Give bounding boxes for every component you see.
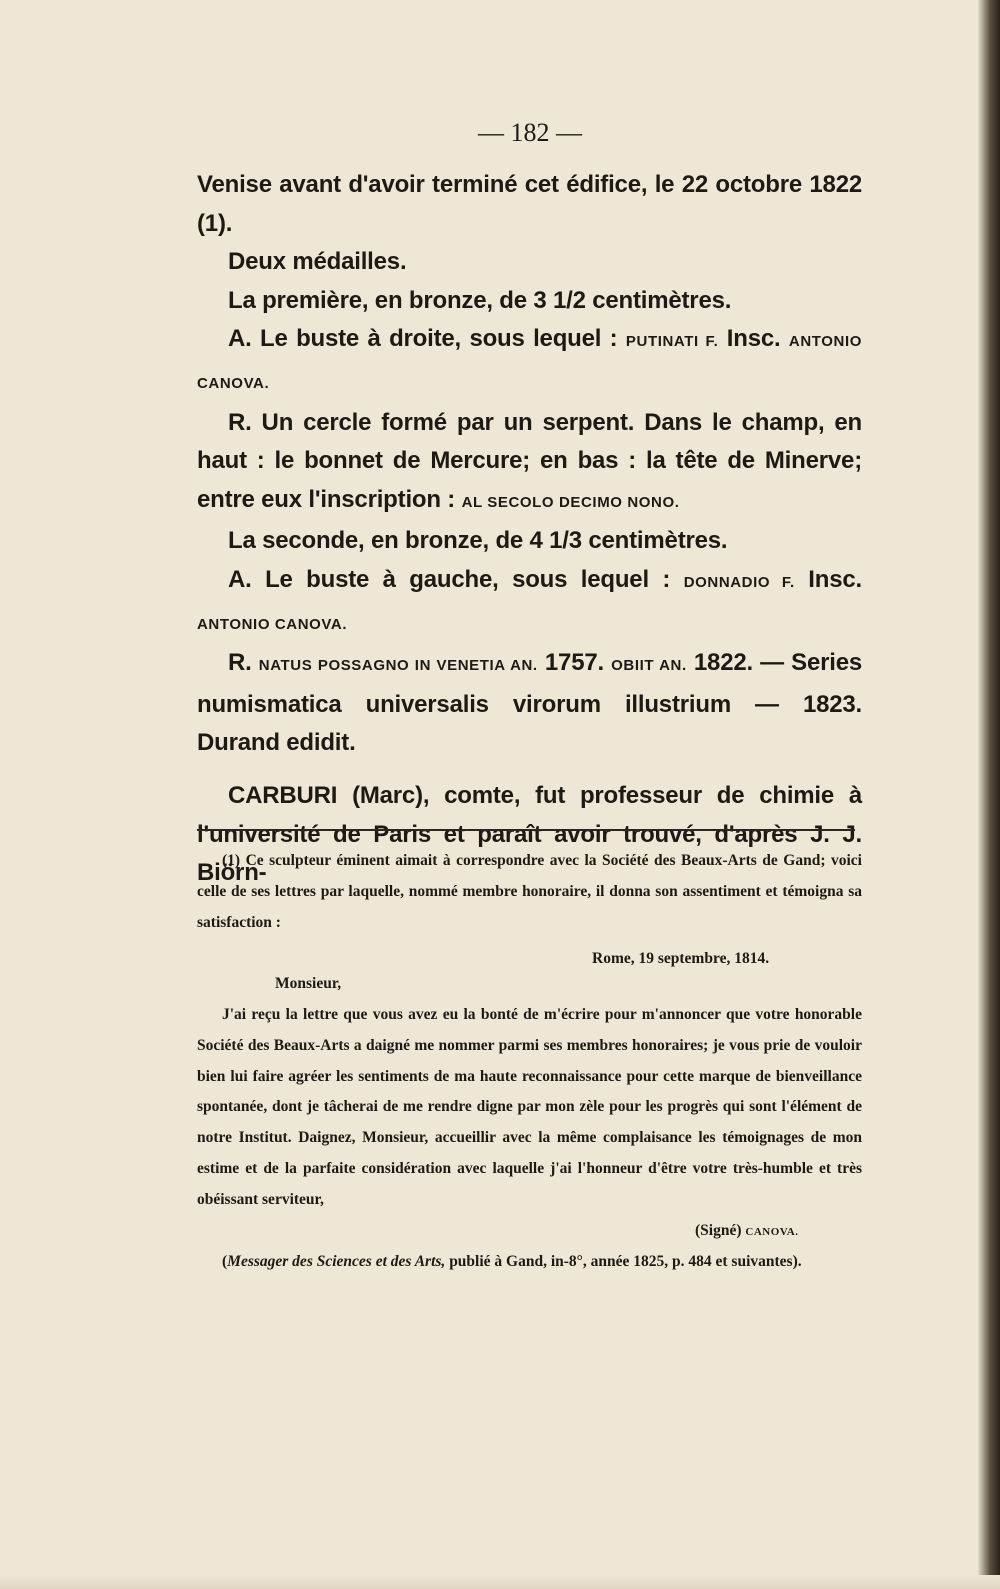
paragraph-carburi: CARBURI (Marc), comte, fut professeur de chimie à l'université de Paris et paraît avoir trouvé, d'après J. J. Biörn-	[197, 781, 862, 887]
letter-salutation: Monsieur,	[275, 975, 342, 993]
inscription: NATUS POSSAGNO IN VENETIA AN.	[258, 657, 538, 675]
footnote	[197, 846, 862, 1278]
text: R.	[228, 649, 259, 677]
medallist-name: PUTINATI F.	[625, 333, 719, 351]
inscription: OBIIT AN.	[611, 657, 687, 675]
text: 1757.	[537, 649, 612, 677]
text: A. Le buste à droite, sous lequel :	[228, 325, 626, 353]
medallist-name: DONNADIO F.	[683, 573, 795, 591]
footnote-intro: (1) Ce sculpteur éminent aimait à correspondre avec la Société des Beaux-Arts de Gand; voici celle de ses lettres par laquelle, nommé membre honoraire, il donna son assentiment et témoigna sa satisfaction :	[197, 852, 862, 931]
text: (Signé)	[695, 1221, 746, 1239]
main-text	[197, 166, 862, 893]
letter-signature	[197, 1216, 862, 1248]
signature-name: CANOVA.	[745, 1225, 799, 1238]
page-binding-edge	[978, 0, 1000, 1589]
paragraph-revers-2	[197, 644, 862, 763]
letter-date: Rome, 19 septembre, 1814.	[592, 950, 770, 968]
paragraph-avers-1	[197, 320, 862, 403]
paragraph-venise: Venise avant d'avoir terminé cet édifice, le 22 octobre 1822 (1).	[197, 171, 862, 237]
text: R. Un cercle formé par un serpent. Dans le champ, en haut : le bonnet de Mercure; en bas : la tête de Minerve; entre eux l'inscription :	[197, 408, 862, 513]
footnote-divider	[197, 829, 855, 831]
text: publié à Gand, in-8°, année 1825, p. 484 et suivantes).	[445, 1253, 802, 1271]
page-bottom-edge	[0, 1575, 1000, 1589]
inscription: ANTONIO CANOVA.	[197, 615, 348, 633]
paragraph-seconde-medaille: La seconde, en bronze, de 4 1/3 centimètres.	[228, 527, 728, 555]
text: Insc.	[794, 565, 862, 593]
text: Insc.	[718, 325, 789, 353]
footnote-source	[197, 1247, 862, 1278]
text: (	[222, 1253, 228, 1271]
inscription: AL SECOLO DECIMO NONO.	[461, 493, 680, 511]
paragraph-revers-1	[197, 404, 862, 523]
paragraph-avers-2	[197, 561, 862, 644]
text: 1822. — Series numismatica universalis virorum illustrium — 1823. Durand edidit.	[197, 649, 862, 757]
paragraph-premiere-medaille: La première, en bronze, de 3 1/2 centimètres.	[228, 286, 732, 314]
page-number: — 182 —	[478, 118, 582, 147]
inscription: ANTONIO CANOVA.	[197, 333, 863, 392]
text: A. Le buste à gauche, sous lequel :	[228, 565, 684, 593]
letter-body: J'ai reçu la lettre que vous avez eu la bonté de m'écrire pour m'annoncer que votre honorable Société des Beaux-Arts a daigné me nommer parmi ses membres honoraires; je vous prie de vouloir bien lui faire agréer les sentiments de ma haute reconnaissance pour cette marque de bienveillance spontanée, dont je tâcherai de me rendre digne par mon zèle pour les progrès qui sont l'élément de notre Institut. Daignez, Monsieur, accueillir avec la même complaisance les témoignages de mon estime et de la parfaite considération avec laquelle j'ai l'honneur d'être votre très-humble et très obéissant serviteur,	[197, 1005, 862, 1208]
source-title: Messager des Sciences et des Arts,	[227, 1253, 446, 1271]
paragraph-deux-medailles: Deux médailles.	[228, 248, 407, 276]
